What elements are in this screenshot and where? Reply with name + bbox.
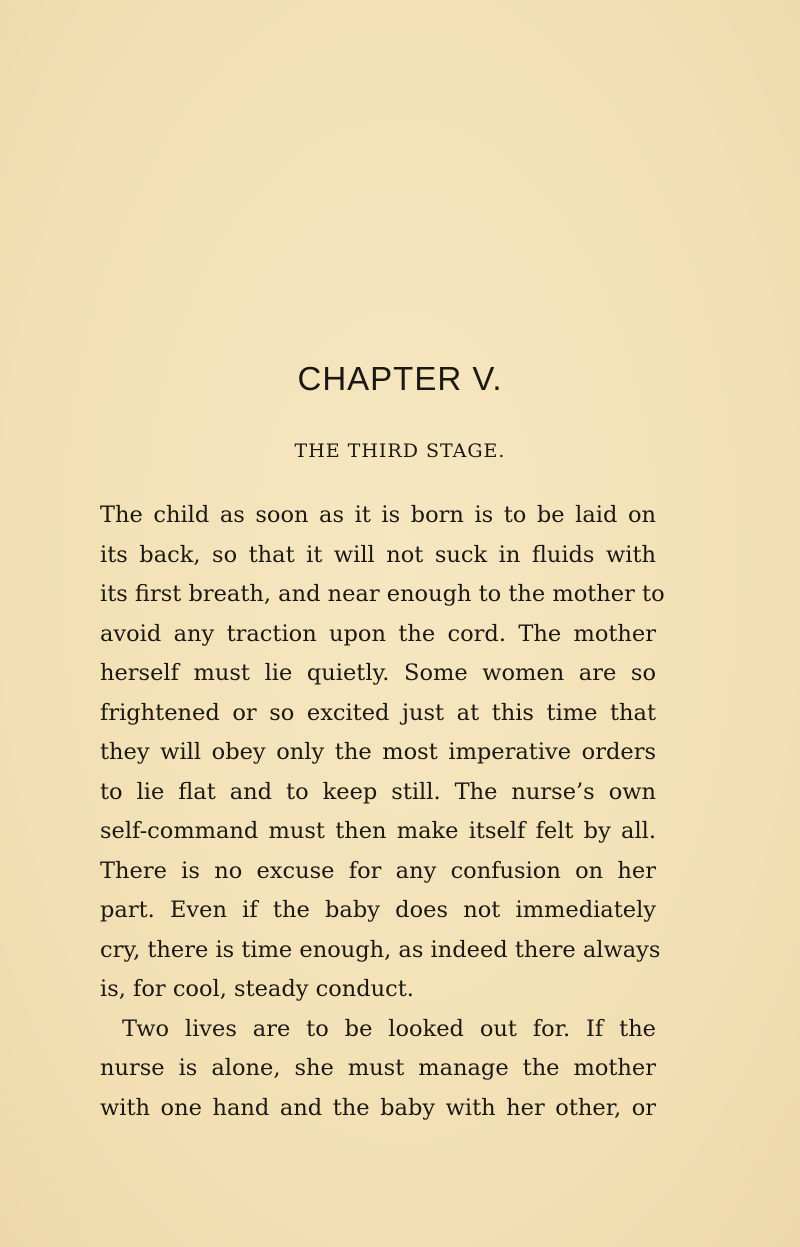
- chapter-title: CHAPTER V.: [297, 360, 503, 397]
- text-line: its first breath, and near enough to the mother to: [100, 581, 665, 607]
- section-title: THE THIRD STAGE.: [294, 440, 506, 462]
- text-line: There is no excuse for any confusion on her: [100, 857, 656, 884]
- paragraph: [100, 1010, 656, 1129]
- text-line: Two lives are to be looked out for. If the: [122, 1015, 656, 1042]
- text-line: part. Even if the baby does not immediately: [100, 897, 656, 923]
- text-line: they will obey only the most imperative orders: [100, 739, 656, 765]
- text-line: its back, so that it will not suck in fluids with: [100, 541, 656, 568]
- text-line: with one hand and the baby with her other, or: [100, 1094, 656, 1121]
- text-line: avoid any traction upon the cord. The mother: [100, 620, 656, 647]
- text-line: cry, there is time enough, as indeed there always: [100, 936, 661, 963]
- text-line: nurse is alone, she must manage the mother: [100, 1055, 656, 1081]
- paragraph: [100, 496, 665, 1010]
- text-line: herself must lie quietly. Some women are so: [100, 660, 656, 686]
- body-text: [100, 496, 665, 1128]
- text-line: frightened or so excited just at this time that: [100, 699, 656, 726]
- text-line: self-command must then make itself felt by all.: [100, 818, 656, 844]
- text-line: The child as soon as it is born is to be laid on: [100, 502, 656, 528]
- text-line: is, for cool, steady conduct.: [100, 976, 414, 1002]
- text-line: to lie flat and to keep still. The nurse’s own: [100, 778, 656, 805]
